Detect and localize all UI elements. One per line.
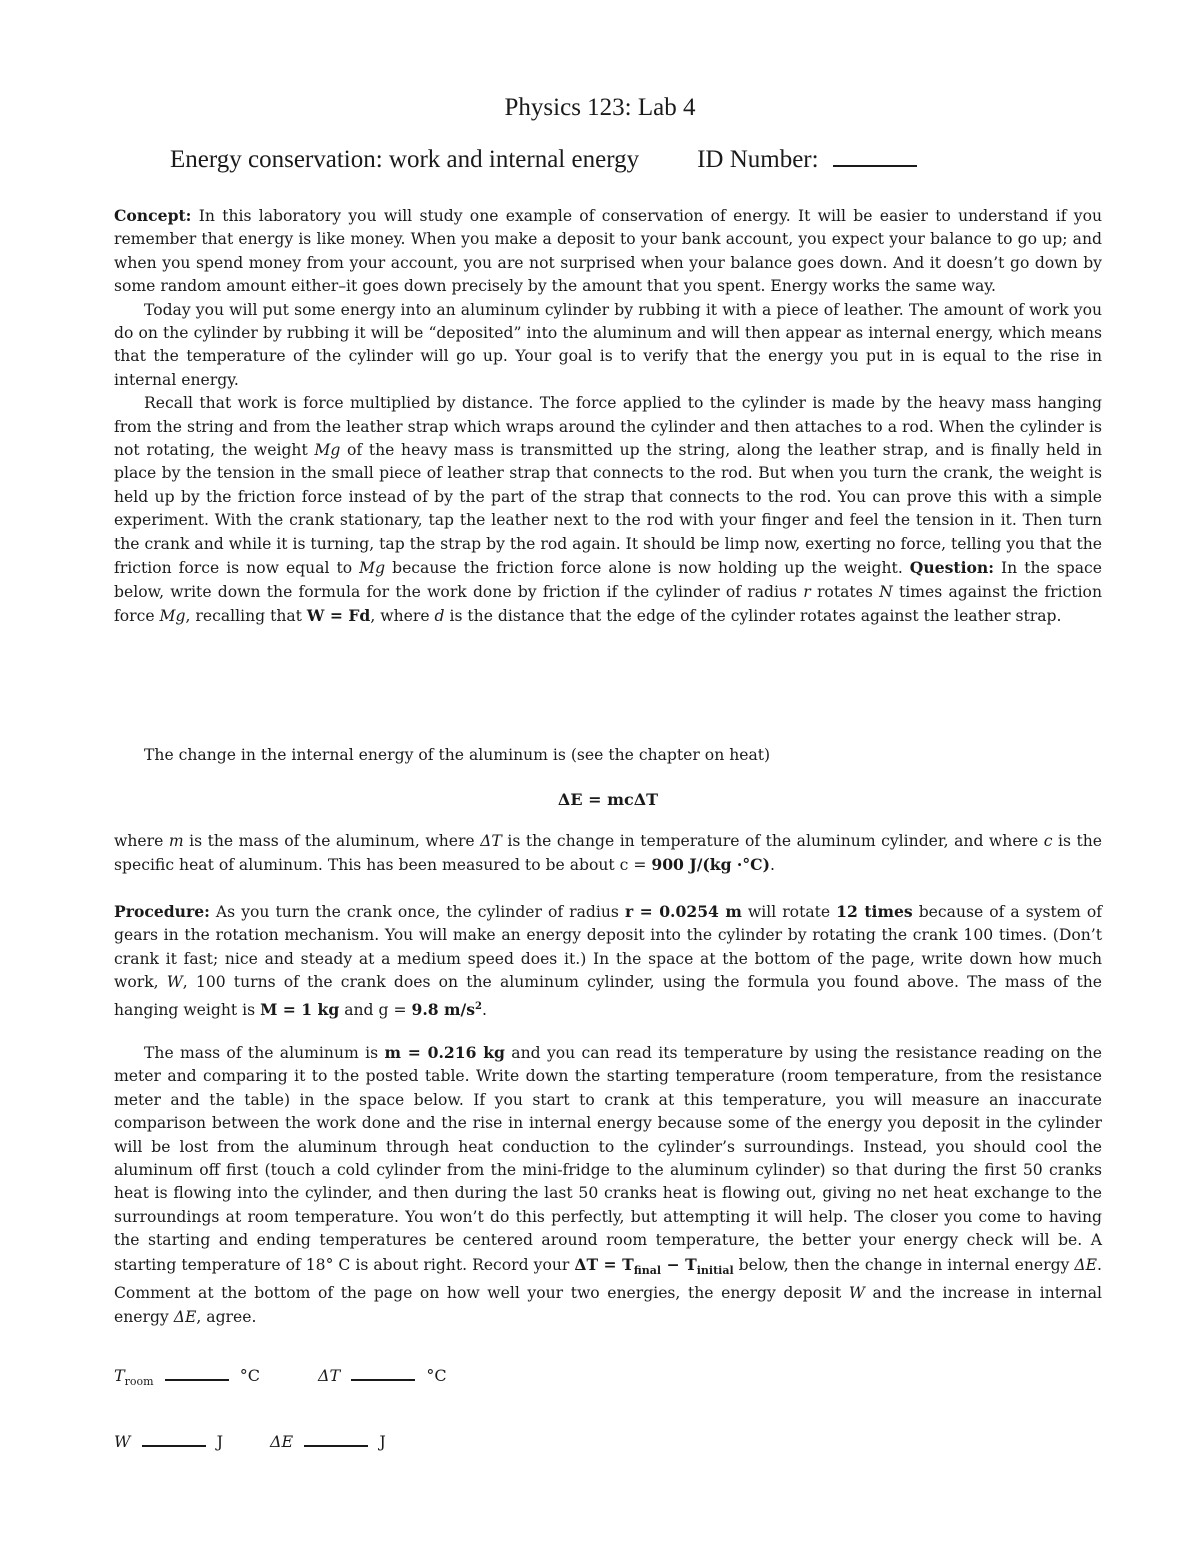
procedure-section	[114, 900, 1102, 1022]
internal-energy-definition: where m is the mass of the aluminum, where ΔT is the change in temperature of the aluminum cylinder, and where c is the specific heat of aluminum. This has been measured to be about c = 900 J/(kg ·°C).	[114, 832, 1102, 875]
id-number-blank[interactable]	[833, 165, 917, 167]
specific-heat-value: 900 J/(kg ·°C)	[651, 855, 770, 875]
procedure-paragraph-1: Procedure: As you turn the crank once, the cylinder of radius r = 0.0254 m will rotate 12 times because of a system of gears in the rotation mechanism. You will make an energy deposit into the cylinder by rotating the crank 100 times. (Don’t crank it fast; nice and steady at a medium speed does it.) In the space at the bottom of the page, write down how much work, W, 100 turns of the crank does on the aluminum cylinder, using the formula you found above. The mass of the hanging weight is M = 1 kg and g = 9.8 $m/s^2$.	[114, 902, 1102, 1019]
delta-e-answer: ΔE J	[270, 1432, 386, 1451]
delta-t-answer: ΔT °C	[318, 1366, 447, 1385]
troom-answer: $T_{room}$ °C	[114, 1366, 261, 1389]
concept-paragraph-2: Today you will put some energy into an aluminum cylinder by rubbing it with a piece of leather. The amount of work you do on the cylinder by rubbing it will be “deposited” into the aluminum and will then appear as internal energy, which means that the temperature of the cylinder will go up. Your goal is to verify that the energy you put in is equal to the rise in internal energy.	[114, 300, 1102, 389]
work-answer: W J	[114, 1432, 224, 1451]
question-label: Question:	[909, 558, 995, 578]
delta-t-blank[interactable]	[351, 1379, 415, 1381]
troom-blank[interactable]	[165, 1379, 229, 1381]
procedure-paragraph-2-block	[114, 1041, 1102, 1329]
page-subtitle	[170, 146, 917, 174]
concept-label: Concept:	[114, 206, 192, 225]
concept-paragraph-1: Concept: In this laboratory you will study one example of conservation of energy. It will be easier to understand if you remember that energy is like money. When you make a deposit to your bank account, you expect your balance to go up; and when you spend money from your account, you are not surprised when your balance goes down. And it doesn’t go down by some random amount either–it goes down precisely by the amount that you spent. Energy works the same way.	[114, 206, 1102, 296]
id-number-label: ID Number:	[697, 146, 819, 173]
concept-section	[114, 204, 1102, 628]
internal-energy-section	[114, 744, 1102, 767]
work-blank[interactable]	[142, 1445, 206, 1447]
delta-e-blank[interactable]	[304, 1445, 368, 1447]
procedure-label: Procedure:	[114, 902, 210, 921]
page-title: Physics 123: Lab 4	[504, 94, 696, 121]
internal-energy-intro: The change in the internal energy of the aluminum is (see the chapter on heat)	[144, 746, 771, 764]
work-formula: W = Fd	[306, 605, 371, 625]
procedure-paragraph-2: The mass of the aluminum is m = 0.216 kg and you can read its temperature by using the resistance reading on the meter and comparing it to the posted table. Write down the starting temperature (room temperature, from the resistance meter and the table) in the space below. If you start to crank at this temperature, you will measure an inaccurate comparison between the work done and the rise in internal energy because some of the energy you deposit in the cylinder will be lost from the aluminum through heat conduction to the cylinder’s surroundings. Instead, you should cool the aluminum off first (touch a cold cylinder from the mini-fridge to the aluminum cylinder) so that during the first 50 cranks heat is flowing into the cylinder, and then during the last 50 cranks heat is flowing out, giving no net heat exchange to the surroundings at room temperature. You won’t do this perfectly, but attempting it will help. The closer you come to having the starting and ending temperatures be centered around room temperature, the better your energy check will be. A starting temperature of 18° C is about right. Record your $\Delta T = T_{final} - T_{initial}$ below, then the change in internal energy ΔE. Comment at the bottom of the page on how well your two energies, the energy deposit W and the increase in internal energy ΔE, agree.	[114, 1043, 1103, 1326]
subtitle-text: Energy conservation: work and internal energy	[170, 146, 640, 173]
internal-energy-equation: ΔE = mcΔT	[557, 790, 659, 809]
concept-paragraph-3: Recall that work is force multiplied by distance. The force applied to the cylinder is made by the heavy mass hanging from the string and from the leather strap which wraps around the cylinder and then attaches to a rod. When the cylinder is not rotating, the weight Mg of the heavy mass is transmitted up the string, along the leather strap, and is finally held in place by the tension in the small piece of leather strap that connects to the rod. But when you turn the crank, the weight is held up by the friction force instead of by the part of the strap that connects to the rod. You can prove this with a simple experiment. With the crank stationary, tap the leather next to the rod with your finger and feel the tension in it. Then turn the crank and while it is turning, tap the strap by the rod again. It should be limp now, exerting no force, telling you that the friction force is now equal to Mg because the friction force alone is now holding up the weight. Question: In the space below, write down the formula for the work done by friction if the cylinder of radius r rotates N times against the friction force Mg, recalling that W = Fd, where d is the distance that the edge of the cylinder rotates against the leather strap.	[114, 394, 1102, 625]
